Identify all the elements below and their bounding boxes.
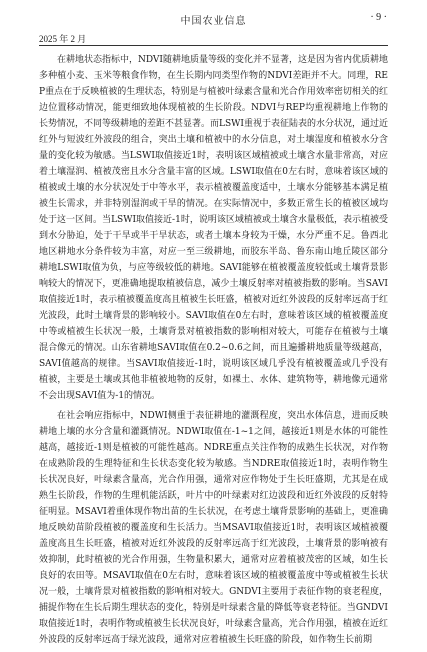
header-divider xyxy=(39,45,388,46)
page-number: · 9 · xyxy=(370,12,387,23)
running-header xyxy=(0,12,427,28)
issue-date: 2025 年 2 月 xyxy=(39,34,87,44)
paragraph-social-response: 在社会响应指标中，NDWI侧重于表征耕地的灌溉程度，突出水体信息，进而反映耕地上壤的水分含量和灌溉情况。NDWI取值在-1~1之间，越接近1则是水体的可能性越高，越接近-1则是植被的可能性越高。NDRE重点关注作物的成熟生长状况，对作物在成熟阶段的生理特征和生长状态变化较为敏感。当NDRE取值接近1时，表明作物生长状况良好，叶绿素含量高，光合作用强，通常对应作物处于生长旺盛期，尤其是在成熟生长阶段，作物的生理机能活跃，叶片中的叶绿素对红边波段和近红外波段的反射特征明显。MSAVI着重体现作物出苗的生长状况，在考虑土壤背景影响的基础上，更准确地反映幼苗阶段植被的覆盖度和生长活力。当MSAVI取值接近1时，表明该区域植被覆盖度高且生长旺盛，植被对近红外波段的反射率远高于红光波段，土壤背景的影响被有效抑制，此时植被的光合作用强，生物量积累大，通常对应着植被茂密的区域，如生长良好的农田等。MSAVI取值在0左右时，意味着该区域的植被覆盖度中等或植被生长状况一般，土壤背景对植被指数的影响相对较大。GNDVI主要用于表征作物的衰老程度，捕捉作物在生长后期生理状态的变化，特别是叶绿素含量的降低等衰老特征。当GNDVI取值接近1时，表明作物或植被生长状况良好，叶绿素含量高，光合作用强，植被在近红外波段的反射率远高于绿光波段，通常对应着植被生长旺盛的阶段，如作物生长前期 xyxy=(39,411,388,645)
paragraph-cultivated-land-status: 在耕地状态指标中，NDVI随耕地质量等级的变化并不显著，这是因为省内优质耕地多种植小麦、玉米等粮食作物，在生长期内同类型作物的NDVI差距并不大。同理，REP重点在于反映植被的生理状态，特别是与植被叶绿素含量和光合作用效率密切相关的红边位置移动情况，能更细致地体现植被的生长阶段。NDVI与REP均重视耕地上作物的长势情况，不同等级耕地的差距不甚显著。而LSWI重视于表征陆表的水分状况，通过近红外与短波红外波段的组合，突出土壤和植被中的水分信息，对土壤湿度和植被水分含量的变化较为敏感。当LSWI取值接近1时，表明该区域植被或土壤含水量非常高，对应着土壤湿润、植被茂密且水分含量丰富的区域。LSWI取值在0左右时，意味着该区域的植被或土壤的水分状况处于中等水平，表示植被覆盖度适中，土壤水分能够基本满足植被生长需求，并非特别湿润或干旱的情况。在实际情况中，多数正常生长的植被区域均处于这一区间。当LSWI取值接近-1时，说明该区域植被或土壤含水量极低，表示植被受到水分胁迫，处于干旱或半干旱状态，或者土壤本身较为干燥，水分严重不足。鲁西北地区耕地水分条件较为丰富，对应一至三级耕地，而胶东半岛、鲁东南山地丘陵区部分耕地LSWI取值为负，与应等级较低的耕地。SAVI能够在植被覆盖度较低或土壤背景影响较大的情况下，更准确地提取植被信息，减少土壤反射率对植被指数的影响。当SAVI取值接近1时，表示植被覆盖度高且植被生长旺盛，植被对近红外波段的反射率远高于红光波段，此时土壤背景的影响较小。SAVI取值在0左右时，意味着该区域的植被覆盖度中等或植被生长状况一般，土壤背景对植被指数的影响相对较大，可能存在植被与土壤混合像元的情况。山东省耕地SAVI取值在0.2~0.6之间，而且遍播耕地质量等级越高，SAVI值越高的规律。当SAVI取值接近-1时，说明该区域几乎没有植被覆盖或几乎没有植被，主要是土壤或其他非植被地物的反射，如裸土、水体、建筑物等，耕地像元通常不会出现SAVI值为-1的情况。 xyxy=(39,55,388,401)
article-body xyxy=(39,52,388,652)
journal-title: 中国农业信息 xyxy=(180,16,247,27)
